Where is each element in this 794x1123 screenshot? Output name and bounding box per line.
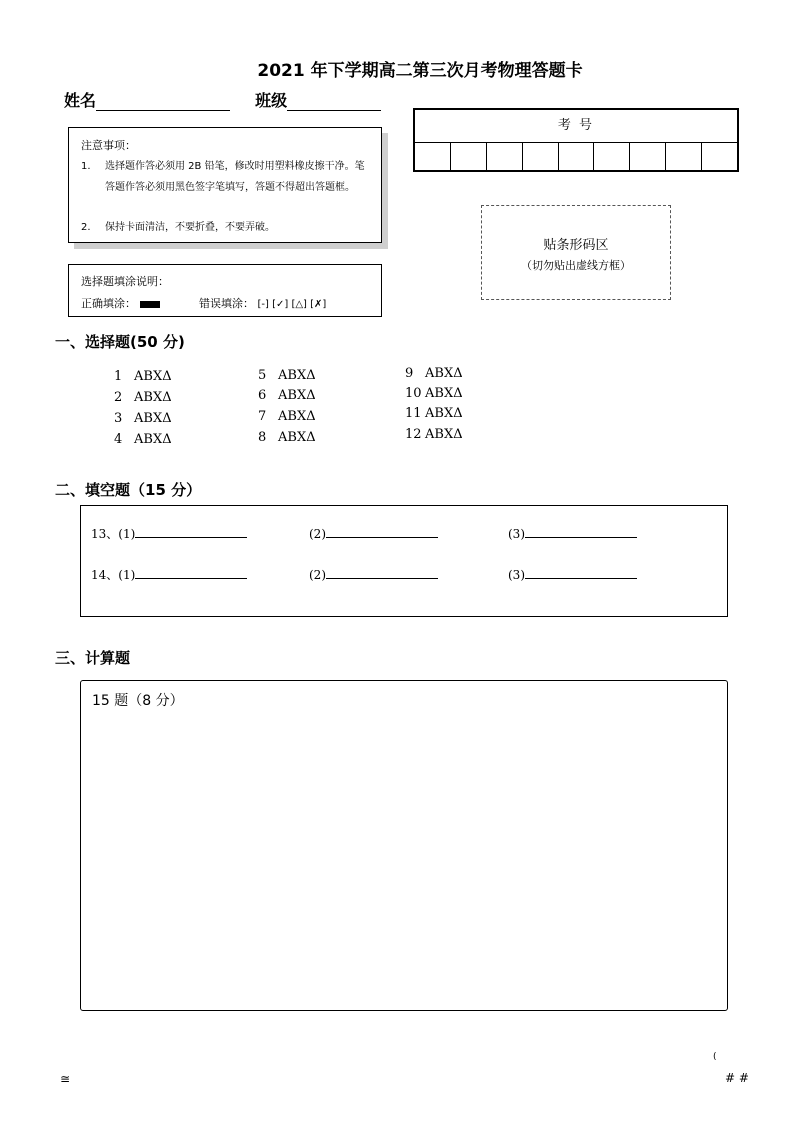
choice-item[interactable] — [114, 432, 172, 447]
blank-label: 13、(1) — [91, 527, 136, 541]
exam-number-box — [413, 108, 739, 172]
notice-item-num: 1. — [81, 161, 91, 172]
footer-right-mark: # # — [725, 1071, 749, 1085]
blank-13-3[interactable] — [508, 525, 637, 541]
section-1-title: 一、选择题(50 分) — [55, 333, 185, 351]
wrong-fill-marks-icon: [-] [✓] [△] [✗] — [257, 299, 327, 310]
choice-number: 6 — [258, 388, 267, 403]
blank-label: (3) — [508, 527, 525, 541]
wrong-fill-label: 错误填涂： — [199, 297, 254, 310]
barcode-area — [481, 205, 671, 300]
choice-item[interactable] — [114, 390, 172, 405]
choice-number: 8 — [258, 430, 267, 445]
notice-heading: 注意事项： — [81, 139, 136, 152]
fill-in-answer-box — [80, 505, 728, 617]
exam-number-cell[interactable] — [451, 143, 487, 172]
notice-item-num: 2. — [81, 222, 91, 233]
choice-item[interactable] — [258, 430, 316, 445]
name-field[interactable] — [96, 94, 230, 111]
blank-line[interactable] — [135, 566, 247, 579]
exam-number-cell[interactable] — [666, 143, 702, 172]
choice-number: 3 — [114, 411, 123, 426]
fill-instructions-heading: 选择题填涂说明： — [81, 275, 169, 288]
barcode-note: （切勿贴出虚线方框） — [521, 259, 631, 272]
blank-13-2[interactable] — [309, 525, 438, 541]
section-2-title: 二、填空题（15 分） — [55, 481, 202, 499]
correct-fill-label: 正确填涂： — [81, 297, 136, 310]
blank-line[interactable] — [135, 525, 247, 538]
corner-mark: ( — [713, 1052, 717, 1062]
blank-label: 14、(1) — [91, 568, 136, 582]
page-title: 2021 年下学期高二第三次月考物理答题卡 — [257, 61, 583, 81]
exam-number-label: 考 号 — [415, 110, 737, 143]
calculation-answer-box[interactable] — [80, 680, 728, 1011]
choice-number: 12 — [405, 427, 422, 442]
notice-item-text: 选择题作答必须用 2B 铅笔，修改时用塑料橡皮擦干净。笔答题作答必须用黑色签字笔填写，答题不得超出答题框。 — [105, 161, 365, 193]
choice-options[interactable]: ABXΔ — [134, 411, 172, 426]
choice-number: 5 — [258, 368, 267, 383]
choice-number: 1 — [114, 369, 123, 384]
choice-options[interactable]: ABXΔ — [278, 388, 316, 403]
choice-item[interactable] — [405, 427, 463, 442]
choice-item[interactable] — [258, 368, 316, 383]
correct-fill-example — [81, 295, 160, 311]
blank-label: (2) — [309, 527, 326, 541]
filled-block-icon — [140, 301, 160, 308]
choice-item[interactable] — [405, 406, 463, 421]
choice-item[interactable] — [405, 386, 463, 401]
section-3-title: 三、计算题 — [55, 649, 131, 667]
blank-label: (2) — [309, 568, 326, 582]
exam-number-cell[interactable] — [523, 143, 559, 172]
exam-number-cell[interactable] — [559, 143, 595, 172]
name-label: 姓名 — [64, 91, 97, 110]
notice-item — [81, 156, 371, 198]
barcode-label: 贴条形码区 — [543, 238, 609, 253]
blank-line[interactable] — [525, 566, 637, 579]
blank-13-1[interactable] — [91, 525, 247, 542]
choice-number: 4 — [114, 432, 123, 447]
exam-number-cell[interactable] — [487, 143, 523, 172]
blank-14-1[interactable] — [91, 566, 247, 583]
exam-number-cell[interactable] — [630, 143, 666, 172]
choice-number: 2 — [114, 390, 123, 405]
blank-14-3[interactable] — [508, 566, 637, 582]
choice-options[interactable]: ABXΔ — [278, 409, 316, 424]
choice-item[interactable] — [258, 409, 316, 424]
choice-item[interactable] — [405, 366, 463, 381]
fill-instructions-box — [68, 264, 382, 317]
notice-item — [81, 217, 371, 238]
question-15-label: 15 题（8 分） — [92, 693, 184, 709]
exam-number-cell[interactable] — [415, 143, 451, 172]
blank-line[interactable] — [525, 525, 637, 538]
exam-number-cell[interactable] — [702, 143, 737, 172]
choice-options[interactable]: ABXΔ — [425, 406, 463, 421]
choice-number: 10 — [405, 386, 422, 401]
choice-number: 11 — [405, 406, 422, 421]
choice-options[interactable]: ABXΔ — [278, 430, 316, 445]
choice-options[interactable]: ABXΔ — [425, 386, 463, 401]
exam-number-cells — [415, 143, 737, 172]
choice-item[interactable] — [258, 388, 316, 403]
blank-14-2[interactable] — [309, 566, 438, 582]
choice-item[interactable] — [114, 369, 172, 384]
class-label: 班级 — [255, 91, 288, 110]
choice-options[interactable]: ABXΔ — [278, 368, 316, 383]
choice-options[interactable]: ABXΔ — [425, 427, 463, 442]
class-field[interactable] — [287, 94, 381, 111]
footer-left-mark: ≅ — [60, 1072, 71, 1086]
choice-item[interactable] — [114, 411, 172, 426]
choice-number: 9 — [405, 366, 414, 381]
wrong-fill-example — [199, 295, 326, 311]
blank-line[interactable] — [326, 525, 438, 538]
name-class-row — [64, 88, 381, 111]
notice-box — [68, 127, 382, 243]
notice-item-text: 保持卡面清洁，不要折叠，不要弄破。 — [105, 222, 275, 233]
choice-number: 7 — [258, 409, 267, 424]
choice-options[interactable]: ABXΔ — [425, 366, 463, 381]
choice-options[interactable]: ABXΔ — [134, 432, 172, 447]
choice-options[interactable]: ABXΔ — [134, 369, 172, 384]
blank-label: (3) — [508, 568, 525, 582]
blank-line[interactable] — [326, 566, 438, 579]
exam-number-cell[interactable] — [594, 143, 630, 172]
choice-options[interactable]: ABXΔ — [134, 390, 172, 405]
